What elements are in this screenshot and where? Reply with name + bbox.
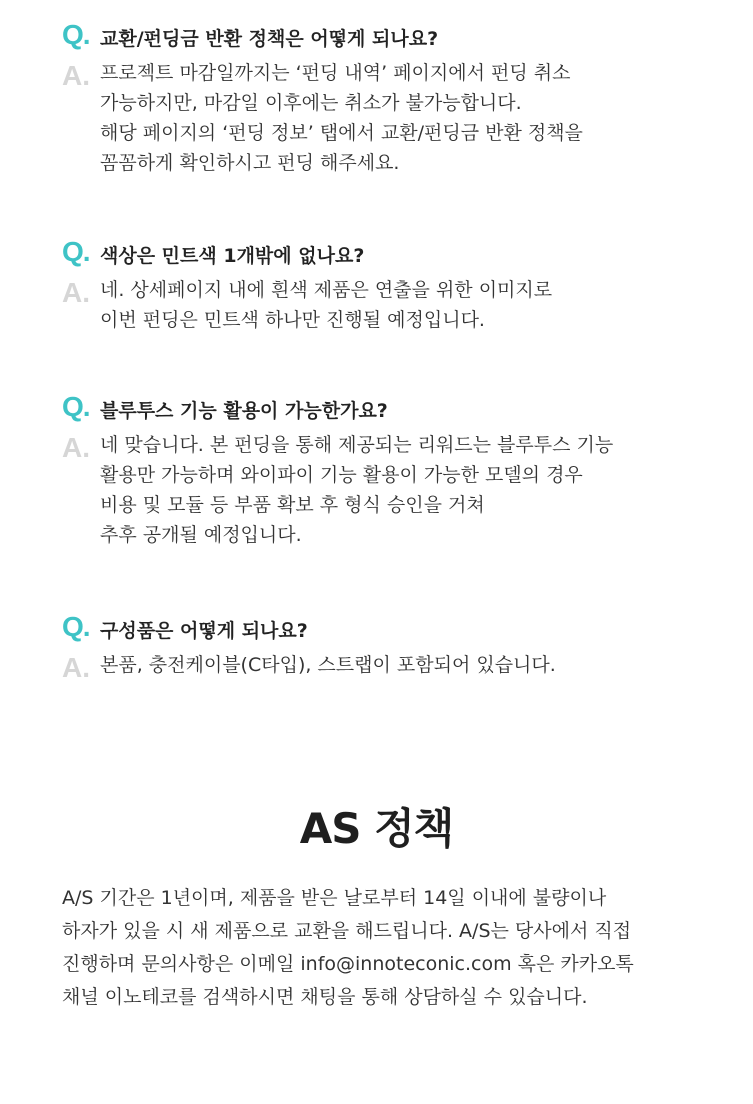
- faq-answer: [100, 650, 722, 680]
- question-mark: Q.: [62, 611, 90, 642]
- answer-mark: A.: [62, 277, 90, 308]
- faq-answer-row: [62, 430, 722, 550]
- faq-question: 블루투스 기능 활용이 가능한가요?: [100, 400, 388, 422]
- answer-line: 본품, 충전케이블(C타입), 스트랩이 포함되어 있습니다.: [100, 654, 556, 676]
- as-policy-line: A/S 기간은 1년이며, 제품을 받은 날로부터 14일 이내에 불량이나: [62, 887, 607, 909]
- answer-mark: A.: [62, 652, 90, 683]
- question-mark: Q.: [62, 236, 90, 267]
- faq-item: [62, 236, 722, 335]
- answer-line: 프로젝트 마감일까지는 ‘펀딩 내역’ 페이지에서 펀딩 취소: [100, 62, 571, 84]
- faq-answer: [100, 58, 722, 178]
- as-policy-title: AS 정책: [299, 804, 454, 853]
- answer-line: 꼼꼼하게 확인하시고 펀딩 해주세요.: [100, 152, 400, 174]
- faq-answer: [100, 430, 722, 550]
- answer-line: 이번 펀딩은 민트색 하나만 진행될 예정입니다.: [100, 309, 485, 331]
- faq-answer: [100, 275, 722, 335]
- faq-question-row: [62, 19, 722, 52]
- faq-question-row: [62, 391, 722, 424]
- answer-line: 네. 상세페이지 내에 흰색 제품은 연출을 위한 이미지로: [100, 279, 553, 301]
- question-mark: Q.: [62, 19, 90, 50]
- answer-mark: A.: [62, 60, 90, 91]
- answer-line: 네 맞습니다. 본 펀딩을 통해 제공되는 리워드는 블루투스 기능: [100, 434, 614, 456]
- faq-question: 색상은 민트색 1개밖에 없나요?: [100, 245, 365, 267]
- faq-answer-row: [62, 58, 722, 178]
- answer-line: 활용만 가능하며 와이파이 기능 활용이 가능한 모델의 경우: [100, 464, 583, 486]
- faq-question-row: [62, 236, 722, 269]
- faq-item: [62, 611, 722, 683]
- faq-question-row: [62, 611, 722, 644]
- answer-mark: A.: [62, 432, 90, 463]
- faq-answer-row: [62, 275, 722, 335]
- answer-line: 비용 및 모듈 등 부품 확보 후 형식 승인을 거쳐: [100, 494, 485, 516]
- as-policy-line: 진행하며 문의사항은 이메일 info@innoteconic.com 혹은 카카오톡: [62, 953, 634, 975]
- faq-question: 구성품은 어떻게 되나요?: [100, 620, 308, 642]
- faq-question: 교환/펀딩금 반환 정책은 어떻게 되나요?: [100, 28, 439, 50]
- faq-answer-row: [62, 650, 722, 683]
- question-mark: Q.: [62, 391, 90, 422]
- answer-line: 가능하지만, 마감일 이후에는 취소가 불가능합니다.: [100, 92, 522, 114]
- as-policy-line: 채널 이노테코를 검색하시면 채팅을 통해 상담하실 수 있습니다.: [62, 986, 588, 1008]
- faq-item: [62, 391, 722, 550]
- faq-item: [62, 19, 722, 178]
- answer-line: 해당 페이지의 ‘펀딩 정보’ 탭에서 교환/펀딩금 반환 정책을: [100, 122, 583, 144]
- as-policy-line: 하자가 있을 시 새 제품으로 교환을 해드립니다. A/S는 당사에서 직접: [62, 920, 632, 942]
- answer-line: 추후 공개될 예정입니다.: [100, 524, 302, 546]
- as-policy-body: [62, 882, 722, 1014]
